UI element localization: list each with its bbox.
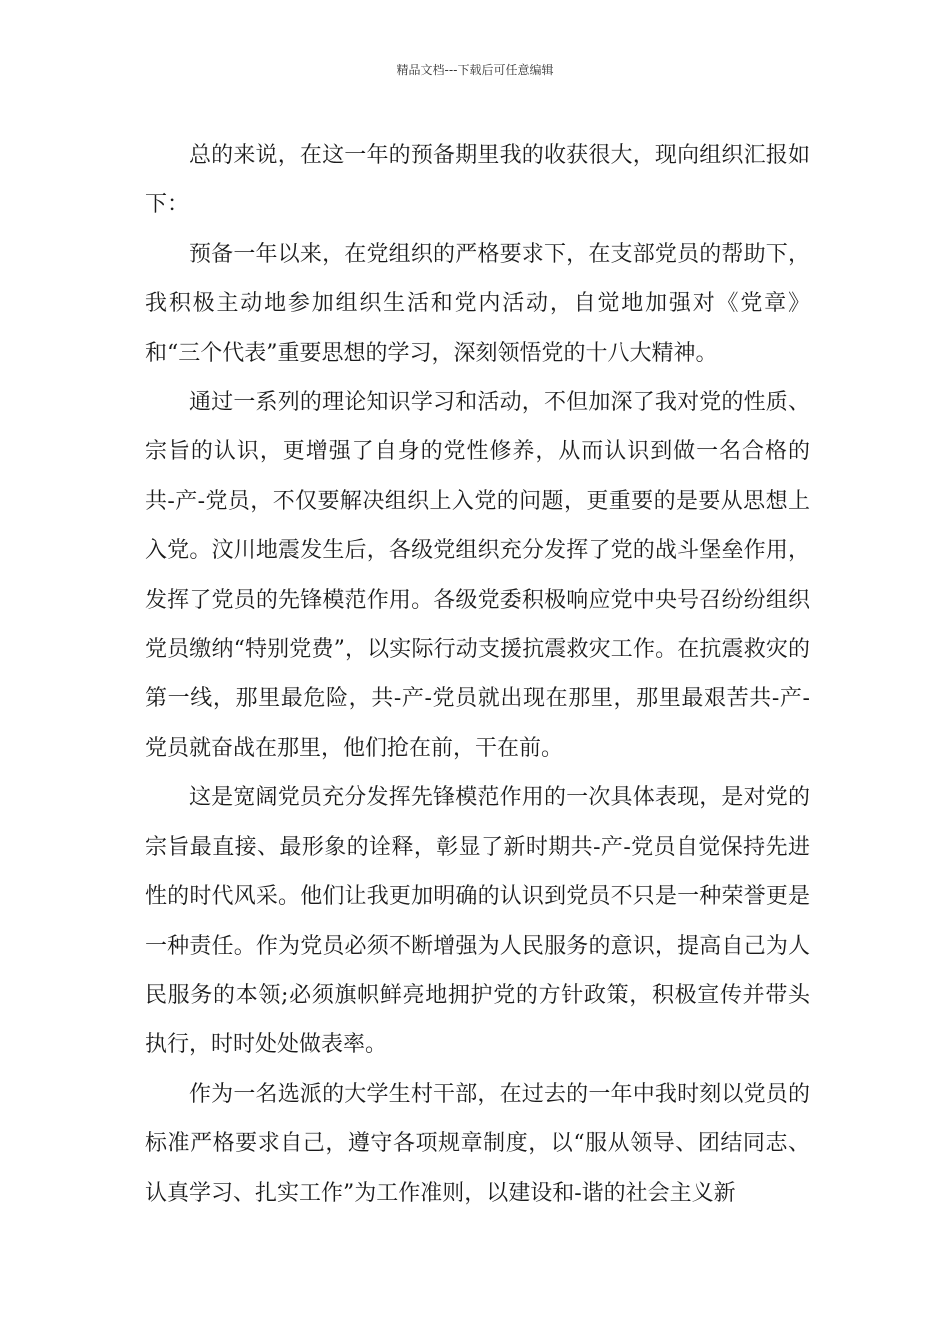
paragraph-theory-study: 通过一系列的理论知识学习和活动，不但加深了我对党的性质、宗旨的认识，更增强了自身的党性修养，从而认识到做一名合格的共-产-党员，不仅要解决组织上入党的问题，更重要的是要从思想上入党。汶川地震发生后，各级党组织充分发挥了党的战斗堡垒作用，发挥了党员的先锋模范作用。各级党委积极响应党中央号召纷纷组织党员缴纳“特别党费”，以实际行动支援抗震救灾工作。在抗震救灾的第一线，那里最危险，共-产-党员就出现在那里，那里最艰苦共-产-党员就奋战在那里，他们抢在前，干在前。 [145, 390, 810, 761]
paragraph-village-official: 作为一名选派的大学生村干部，在过去的一年中我时刻以党员的标准严格要求自己，遵守各项规章制度，以“服从领导、团结同志、认真学习、扎实工作”为工作准则，以建设和-谐的社会主义新 [145, 1081, 810, 1206]
paragraph-vanguard-role: 这是宽阔党员充分发挥先锋模范作用的一次具体表现，是对党的宗旨最直接、最形象的诠释，彰显了新时期共-产-党员自觉保持先进性的时代风采。他们让我更加明确的认识到党员不只是一种荣誉更是一种责任。作为党员必须不断增强为人民服务的意识，提高自己为人民服务的本领;必须旗帜鲜亮地拥护党的方针政策，积极宣传并带头执行，时时处处做表率。 [145, 785, 810, 1058]
document-body [145, 131, 810, 1218]
paragraph-preparation-year: 预备一年以来，在党组织的严格要求下，在支部党员的帮助下，我积极主动地参加组织生活和党内活动，自觉地加强对《党章》和“三个代表”重要思想的学习，深刻领悟党的十八大精神。 [145, 241, 810, 366]
paragraph-summary: 总的来说，在这一年的预备期里我的收获很大，现向组织汇报如下： [145, 143, 810, 218]
page-header: 精品文档---下载后可任意编辑 [396, 63, 554, 77]
